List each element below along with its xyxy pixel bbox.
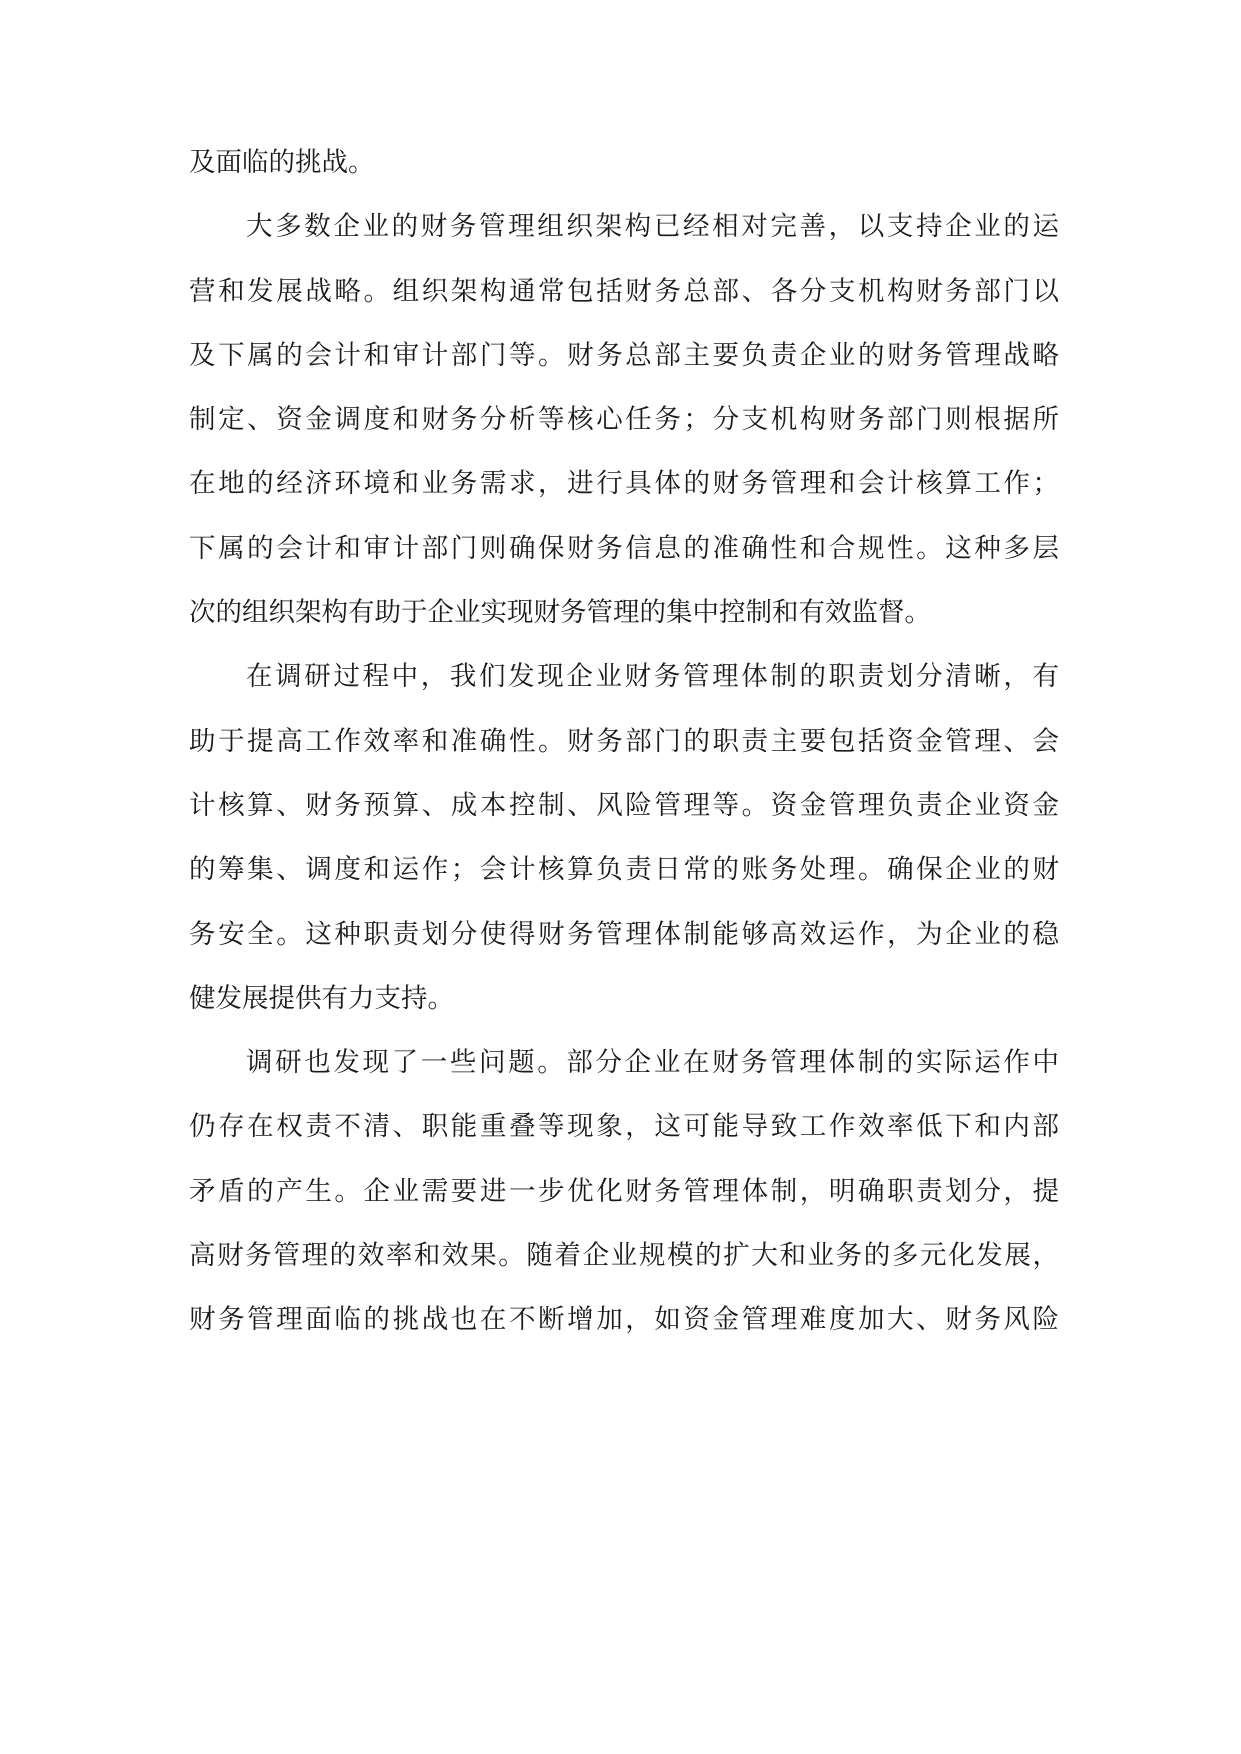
text-line: 健发展提供有力支持。 [189, 982, 454, 1014]
text-line: 财务管理面临的挑战也在不断增加，如资金管理难度加大、财务风险 [189, 1304, 1059, 1336]
text-line: 及下属的会计和审计部门等。财务总部主要负责企业的财务管理战略 [189, 339, 1059, 371]
text-line: 次的组织架构有助于企业实现财务管理的集中控制和有效监督。 [189, 597, 931, 629]
text-line: 及面临的挑战。 [189, 147, 375, 178]
text-line: 助于提高工作效率和准确性。财务部门的职责主要包括资金管理、会 [189, 725, 1059, 757]
text-line: 务安全。这种职责划分使得财务管理体制能够高效运作，为企业的稳 [189, 918, 1059, 950]
paragraph-first-line: 大多数企业的财务管理组织架构已经相对完善，以支持企业的运 [246, 211, 1059, 243]
text-line: 仍存在权责不清、职能重叠等现象，这可能导致工作效率低下和内部 [189, 1111, 1059, 1143]
body-text [189, 146, 1059, 1368]
paragraph-first-line: 在调研过程中，我们发现企业财务管理体制的职责划分清晰，有 [246, 661, 1059, 693]
text-line: 下属的会计和审计部门则确保财务信息的准确性和合规性。这种多层 [189, 532, 1059, 564]
text-line: 制定、资金调度和财务分析等核心任务；分支机构财务部门则根据所 [189, 404, 1059, 436]
text-line: 计核算、财务预算、成本控制、风险管理等。资金管理负责企业资金 [189, 789, 1059, 821]
paragraph-first-line: 调研也发现了一些问题。部分企业在财务管理体制的实际运作中 [246, 1047, 1059, 1079]
text-line: 矛盾的产生。企业需要进一步优化财务管理体制，明确职责划分，提 [189, 1175, 1059, 1207]
text-line: 在地的经济环境和业务需求，进行具体的财务管理和会计核算工作； [189, 468, 1059, 500]
text-line: 营和发展战略。组织架构通常包括财务总部、各分支机构财务部门以 [189, 275, 1059, 307]
text-line: 高财务管理的效率和效果。随着企业规模的扩大和业务的多元化发展， [189, 1240, 1059, 1272]
text-line: 的筹集、调度和运作；会计核算负责日常的账务处理。确保企业的财 [189, 854, 1059, 886]
